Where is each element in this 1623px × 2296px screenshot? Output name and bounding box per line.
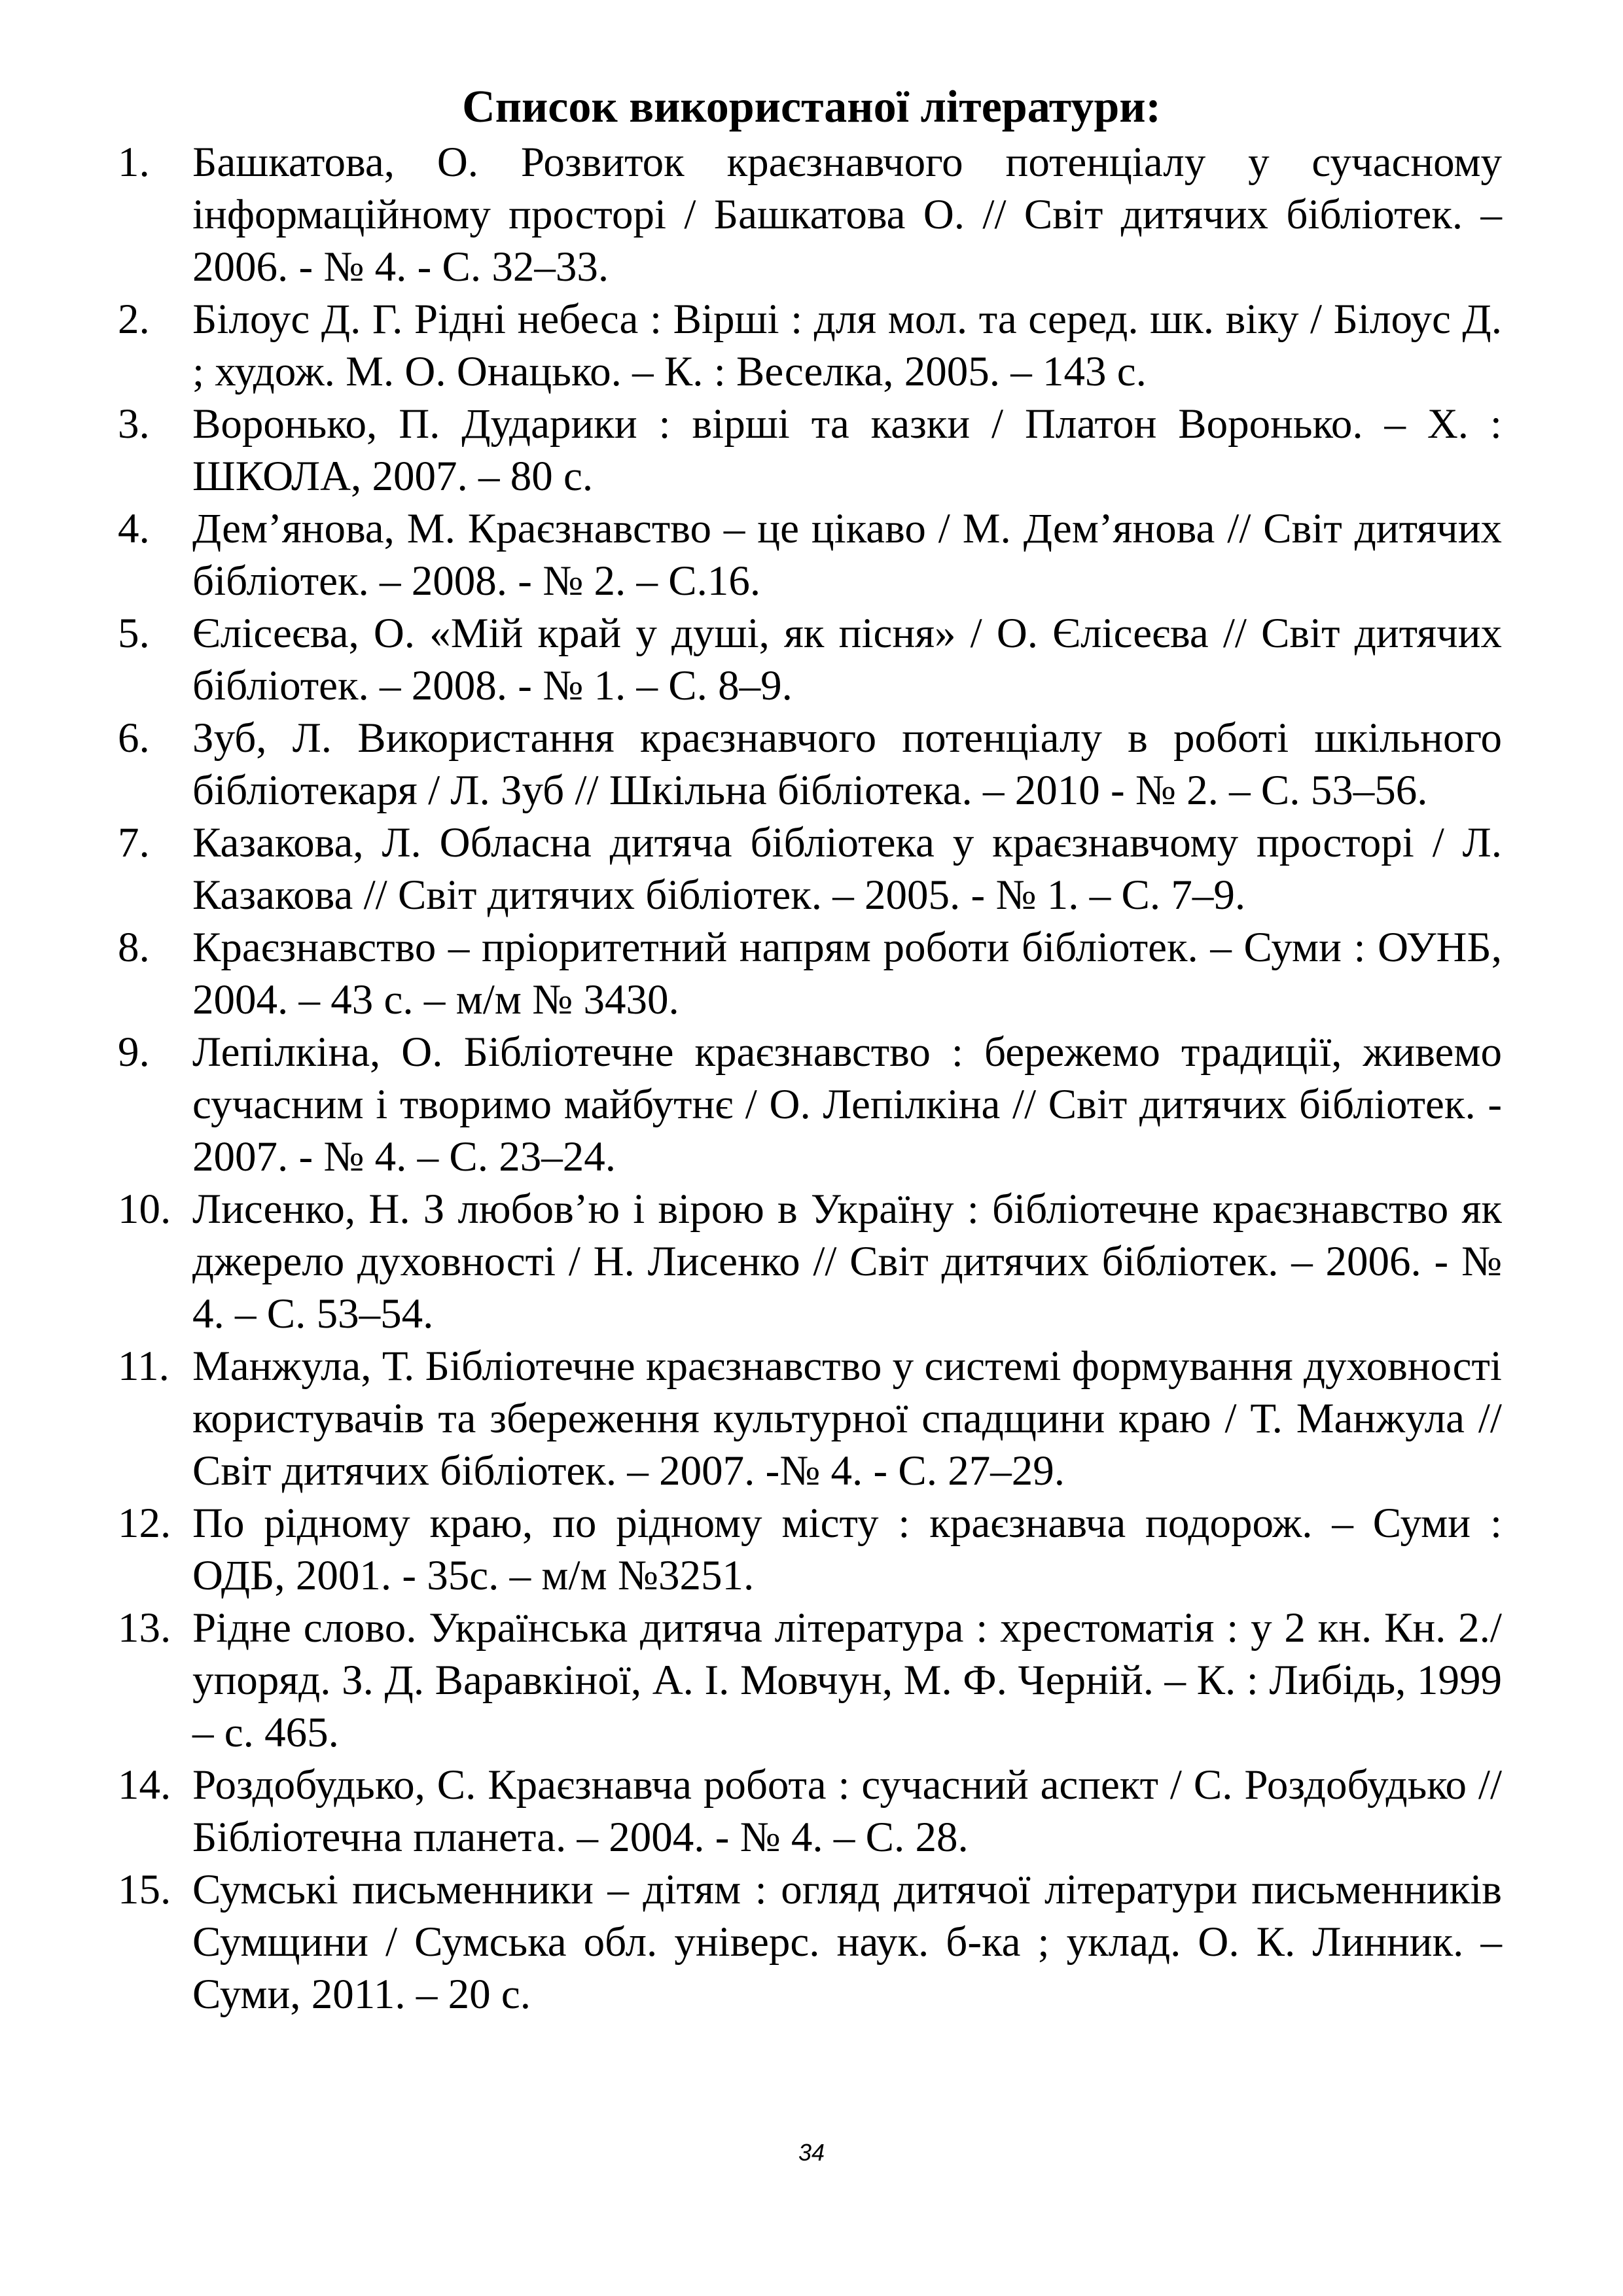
entry-number: 2.	[118, 296, 150, 343]
entry-text: Манжула, Т. Бібліотечне краєзнавство у системі формування духовності користувачів та збереження культурної спадщини краю / Т. Манжула // Світ дитячих бібліотек. – 2007. -№ 4. - С. 27–29.	[192, 1343, 1502, 1494]
entry-number: 10.	[118, 1186, 171, 1233]
entry-text: Білоус Д. Г. Рідні небеса : Вірші : для мол. та серед. шк. віку / Білоус Д. ; худож. М. О. Онацько. – К. : Веселка, 2005. – 143 с.	[192, 296, 1502, 395]
entry-text: Сумські письменники – дітям : огляд дитячої літератури письменників Сумщини / Сумська обл. універс. наук. б-ка ; уклад. О. К. Линник. – Суми, 2011. – 20 с.	[192, 1866, 1502, 2018]
bibliography-entry	[118, 607, 1502, 712]
bibliography-entry	[118, 1183, 1502, 1340]
entry-number: 9.	[118, 1029, 150, 1076]
bibliography-entry	[118, 398, 1502, 503]
entry-number: 4.	[118, 505, 150, 552]
entry-text: Башкатова, О. Розвиток краєзнавчого потенціалу у сучасному інформаційному просторі / Башкатова О. // Світ дитячих бібліотек. – 2006. - № 4. - С. 32–33.	[192, 139, 1502, 291]
entry-text: Краєзнавство – пріоритетний напрям роботи бібліотек. – Суми : ОУНБ, 2004. – 43 с. – м/м № 3430.	[192, 924, 1502, 1023]
bibliography-entry	[118, 1340, 1502, 1497]
bibliography-entry	[118, 293, 1502, 398]
entry-number: 13.	[118, 1604, 171, 1651]
entry-text: По рідному краю, по рідному місту : краєзнавча подорож. – Суми : ОДБ, 2001. - 35с. – м/м №3251.	[192, 1500, 1502, 1599]
bibliography-entry	[118, 1602, 1502, 1759]
entry-number: 1.	[118, 139, 150, 186]
page-title: Список використаної літератури:	[462, 82, 1161, 132]
bibliography-entry	[118, 1759, 1502, 1863]
entry-number: 11.	[118, 1343, 169, 1390]
bibliography-entry	[118, 712, 1502, 817]
entry-text: Воронько, П. Дударики : вірші та казки / Платон Воронько. – Х. : ШКОЛА, 2007. – 80 с.	[192, 400, 1502, 500]
entry-number: 8.	[118, 924, 150, 971]
entry-number: 15.	[118, 1866, 171, 1913]
bibliography-entry	[118, 817, 1502, 921]
entry-number: 6.	[118, 715, 150, 762]
entry-number: 7.	[118, 819, 150, 866]
entry-text: Казакова, Л. Обласна дитяча бібліотека у краєзнавчому просторі / Л. Казакова // Світ дитячих бібліотек. – 2005. - № 1. – С. 7–9.	[192, 819, 1502, 919]
entry-text: Рідне слово. Українська дитяча література : хрестоматія : у 2 кн. Кн. 2./ упоряд. З. Д. Варавкіної, А. І. Мовчун, М. Ф. Черній. – К. : Либідь, 1999 – с. 465.	[192, 1604, 1502, 1756]
entry-number: 12.	[118, 1500, 171, 1547]
bibliography-entry	[118, 503, 1502, 607]
page-number: 34	[798, 2139, 825, 2166]
entry-text: Роздобудько, С. Краєзнавча робота : сучасний аспект / С. Роздобудько // Бібліотечна планета. – 2004. - № 4. – С. 28.	[192, 1761, 1502, 1861]
entry-number: 5.	[118, 610, 150, 657]
entry-text: Дем’янова, М. Краєзнавство – це цікаво / М. Дем’янова // Світ дитячих бібліотек. – 2008. - № 2. – С.16.	[192, 505, 1502, 605]
bibliography-list	[118, 136, 1502, 2021]
entry-number: 14.	[118, 1761, 171, 1809]
bibliography-entry	[118, 1863, 1502, 2021]
bibliography-entry	[118, 1026, 1502, 1183]
entry-number: 3.	[118, 400, 150, 448]
bibliography-entry	[118, 1497, 1502, 1602]
entry-text: Зуб, Л. Використання краєзнавчого потенціалу в роботі шкільного бібліотекаря / Л. Зуб // Шкільна бібліотека. – 2010 - № 2. – С. 53–56.	[192, 715, 1502, 814]
entry-text: Лепілкіна, О. Бібліотечне краєзнавство : бережемо традиції, живемо сучасним і творимо майбутнє / О. Лепілкіна // Світ дитячих бібліотек. - 2007. - № 4. – С. 23–24.	[192, 1029, 1502, 1180]
entry-text: Єлісеєва, О. «Мій край у душі, як пісня» / О. Єлісеєва // Світ дитячих бібліотек. – 2008. - № 1. – С. 8–9.	[192, 610, 1502, 709]
entry-text: Лисенко, Н. З любов’ю і вірою в Україну : бібліотечне краєзнавство як джерело духовності / Н. Лисенко // Світ дитячих бібліотек. – 2006. - № 4. – С. 53–54.	[192, 1186, 1502, 1337]
bibliography-entry	[118, 136, 1502, 293]
bibliography-entry	[118, 921, 1502, 1026]
